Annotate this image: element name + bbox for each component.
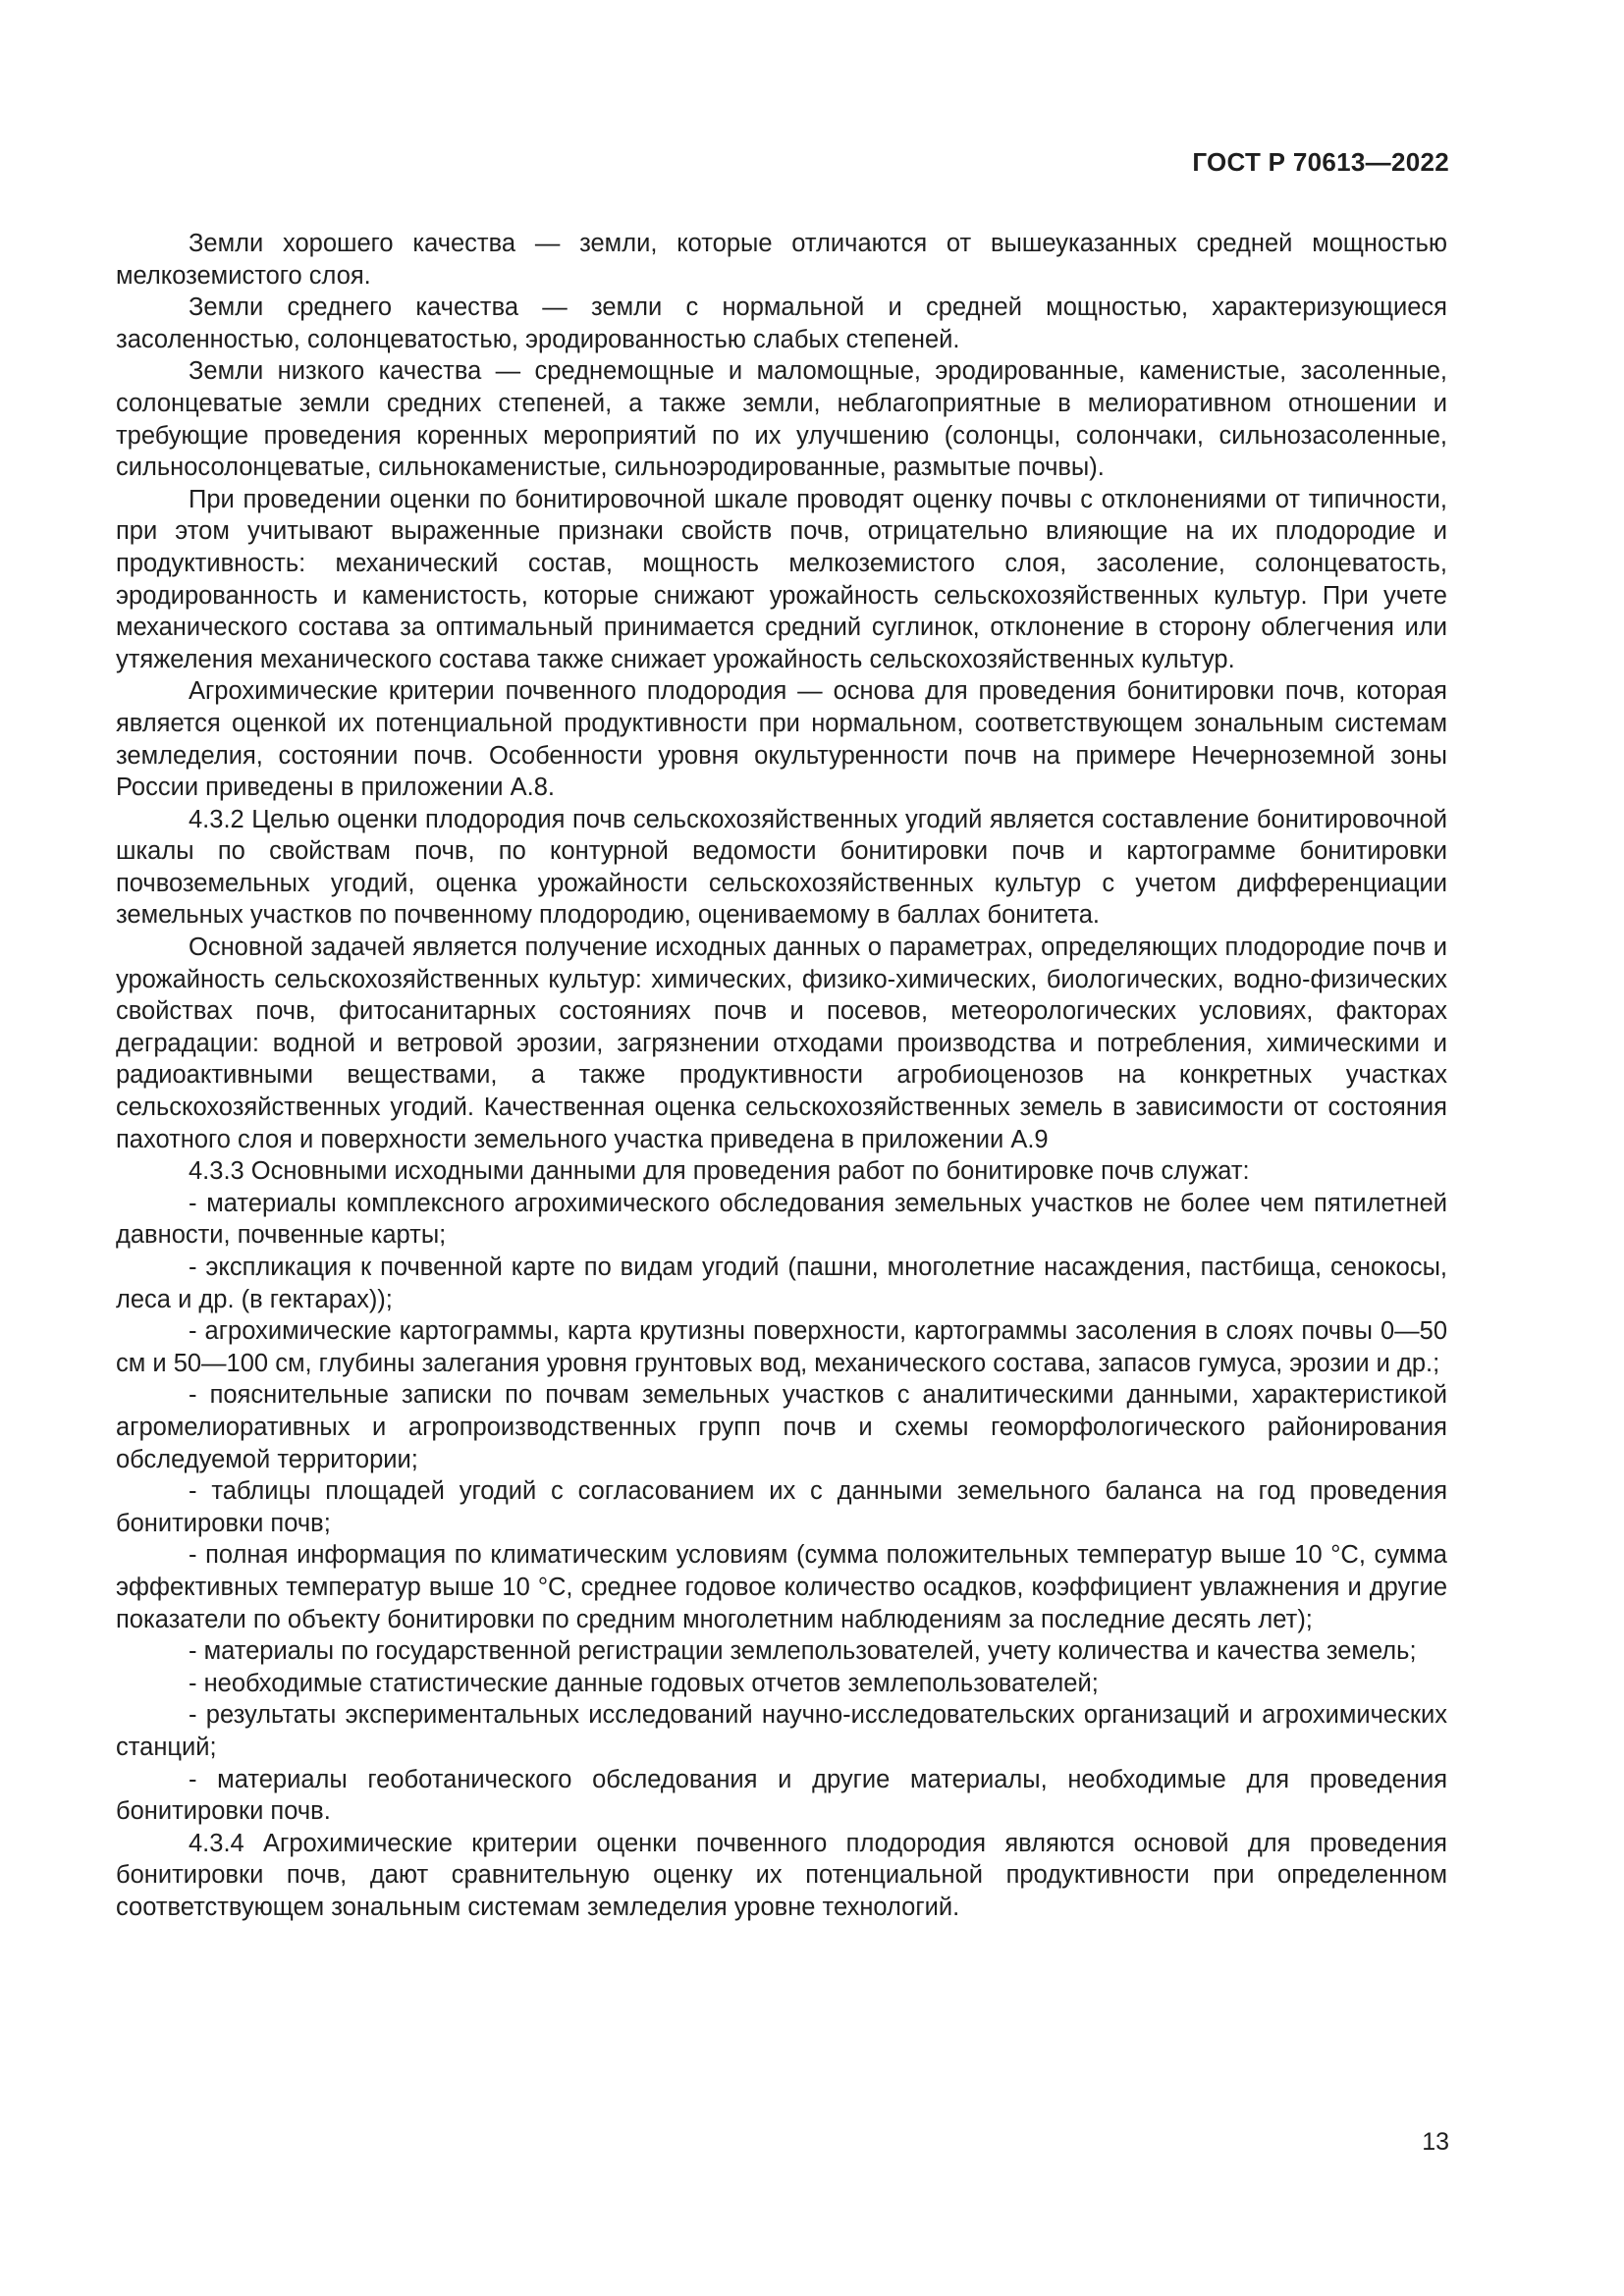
paragraph-4: При проведении оценки по бонитировочной шкале проводят оценку почвы с отклонениями от типичности, при этом учитывают выраженные признаки свойств почв, отрицательно влияющие на их плодородие и продуктивность: механический состав, мощность мелкоземистого слоя, засоление, солонцеватость, эродированность и каменистость, которые снижают урожайность сельскохозяйственных культур. При учете механического состава за оптимальный принимается средний суглинок, отклонение в сторону облегчения или утяжеления механического состава также снижает урожайность сельскохозяйственных культур. xyxy=(116,485,1447,673)
list-item-8: - необходимые статистические данные годовых отчетов землепользователей; xyxy=(189,1669,1099,1697)
document-header: ГОСТ Р 70613—2022 xyxy=(1192,147,1449,177)
paragraph-1: Земли хорошего качества — земли, которые отличаются от вышеуказанных средней мощностью мелкоземистого слоя. xyxy=(116,230,1447,290)
list-item-1: - материалы комплексного агрохимического обследования земельных участков не более чем пятилетней давности, почвенные карты; xyxy=(116,1189,1447,1250)
paragraph-3: Земли низкого качества — среднемощные и маломощные, эродированные, каменистые, засоленные, солонцеватые земли средних степеней, а также земли, неблагоприятные в мелиоративном отношении и требующие проведения коренных мероприятий по их улучшению (солонцы, солончаки, сильнозасоленные, сильносолонцеватые, сильнокаменистые, сильноэродированные, размытые почвы). xyxy=(116,357,1447,482)
paragraph-9: 4.3.4 Агрохимические критерии оценки почвенного плодородия являются основой для проведения бонитировки почв, дают сравнительную оценку их потенциальной продуктивности при определенном соответствующем зональным системам земледелия уровне технологий. xyxy=(116,1829,1447,1921)
paragraph-7: Основной задачей является получение исходных данных о параметрах, определяющих плодородие почв и урожайность сельскохозяйственных культур: химических, физико-химических, биологических, водно-физических свойствах почв, фитосанитарных состояниях почв и посевов, метеорологических условиях, факторах деградации: водной и ветровой эрозии, загрязнении отходами производства и потребления, химическими и радиоактивными веществами, а также продуктивности агробиоценозов на конкретных участках сельскохозяйственных угодий. Качественная оценка сельскохозяйственных земель в зависимости от состояния пахотного слоя и поверхности земельного участка приведена в приложении А.9 xyxy=(116,934,1447,1153)
document-body xyxy=(116,228,1447,1923)
paragraph-2: Земли среднего качества — земли с нормальной и средней мощностью, характеризующиеся засоленностью, солонцеватостью, эродированностью слабых степеней. xyxy=(116,294,1447,353)
list-item-9: - результаты экспериментальных исследований научно-исследовательских организаций и агрохимических станций; xyxy=(116,1701,1447,1761)
paragraph-6: 4.3.2 Целью оценки плодородия почв сельскохозяйственных угодий является составление бонитировочной шкалы по свойствам почв, по контурной ведомости бонитировки почв и картограмме бонитировки почвоземельных угодий, оценка урожайности сельскохозяйственных культур с учетом дифференциации земельных участков по почвенному плодородию, оцениваемому в баллах бонитета. xyxy=(116,805,1447,930)
list-item-3: - агрохимические картограммы, карта крутизны поверхности, картограммы засоления в слоях почвы 0—50 см и 50—100 см, глубины залегания уровня грунтовых вод, механического состава, запасов гумуса, эрозии и др.; xyxy=(116,1317,1447,1377)
list-item-5: - таблицы площадей угодий с согласованием их с данными земельного баланса на год проведения бонитировки почв; xyxy=(116,1477,1447,1537)
list-item-2: - экспликация к почвенной карте по видам угодий (пашни, многолетние насаждения, пастбища, сенокосы, леса и др. (в гектарах)); xyxy=(116,1254,1447,1313)
list-item-4: - пояснительные записки по почвам земельных участков с аналитическими данными, характеристикой агромелиоративных и агропроизводственных групп почв и схемы геоморфологического районирования обследуемой территории; xyxy=(116,1381,1447,1473)
page-number: 13 xyxy=(1422,2128,1449,2156)
list-item-10: - материалы геоботанического обследования и другие материалы, необходимые для проведения бонитировки почв. xyxy=(116,1765,1447,1826)
list-item-7: - материалы по государственной регистрации землепользователей, учету количества и качества земель; xyxy=(189,1637,1417,1666)
paragraph-8: 4.3.3 Основными исходными данными для проведения работ по бонитировке почв служат: xyxy=(189,1157,1250,1186)
paragraph-5: Агрохимические критерии почвенного плодородия — основа для проведения бонитировки почв, которая является оценкой их потенциальной продуктивности при нормальном, соответствующем зональным системам земледелия, состоянии почв. Особенности уровня окультуренности почв на примере Нечерноземной зоны России приведены в приложении А.8. xyxy=(116,677,1447,802)
list-item-6: - полная информация по климатическим условиям (сумма положительных температур выше 10 °С, сумма эффективных температур выше 10 °С, среднее годовое количество осадков, коэффициент увлажнения и другие показатели по объекту бонитировки по средним многолетним наблюдениям за последние десять лет); xyxy=(116,1541,1447,1633)
